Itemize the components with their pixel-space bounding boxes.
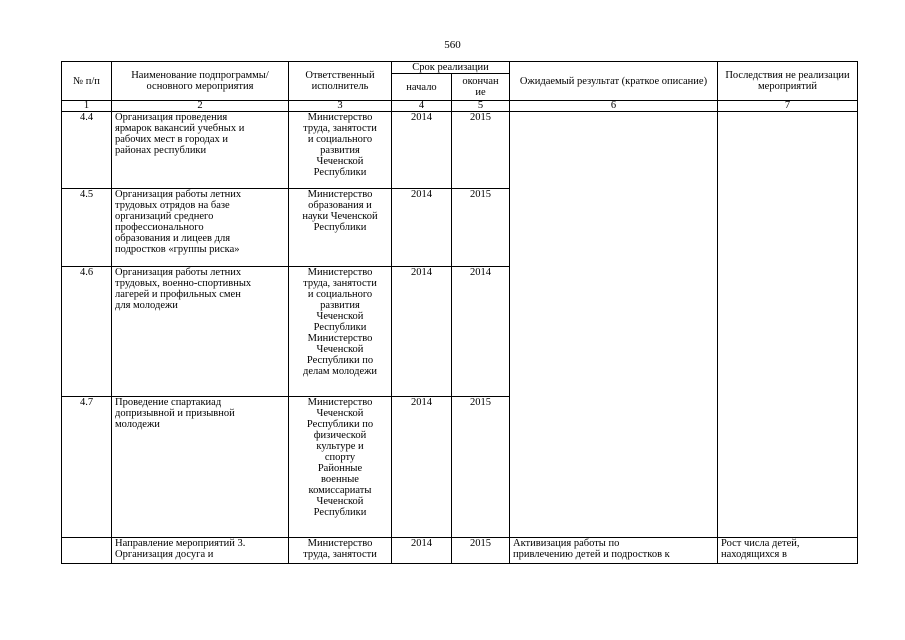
page-number: 560	[444, 39, 461, 51]
responsible-executor: Министерство образования и науки Чеченской Республики	[289, 189, 392, 267]
header-consequences: Последствия не реализации мероприятий	[718, 62, 858, 101]
start-year: 2014	[392, 538, 452, 564]
header-executor: Ответственный исполнитель	[289, 62, 392, 101]
table-row	[62, 538, 858, 564]
measure-name: Организация работы летних трудовых, военно-спортивных лагерей и профильных смен для молодежи	[112, 267, 289, 397]
start-year: 2014	[392, 189, 452, 267]
measure-name: Организация проведения ярмарок вакансий учебных и рабочих мест в городах и районах республики	[112, 112, 289, 189]
column-number: 3	[289, 101, 392, 112]
measure-name: Организация работы летних трудовых отрядов на базе организаций среднего профессионального образования и лицеев для подростков «группы риска»	[112, 189, 289, 267]
measure-name: Проведение спартакиад допризывной и призывной молодежи	[112, 397, 289, 538]
consequences	[718, 112, 858, 538]
column-number: 4	[392, 101, 452, 112]
responsible-executor: Министерство труда, занятости	[289, 538, 392, 564]
start-year: 2014	[392, 397, 452, 538]
expected-result: Активизация работы по привлечению детей и подростков к	[510, 538, 718, 564]
column-number: 7	[718, 101, 858, 112]
responsible-executor: Министерство труда, занятости и социального развития Чеченской Республики	[289, 112, 392, 189]
start-year: 2014	[392, 267, 452, 397]
row-number	[62, 538, 112, 564]
end-year: 2015	[452, 538, 510, 564]
end-year: 2015	[452, 189, 510, 267]
row-number: 4.6	[62, 267, 112, 397]
table-row	[62, 112, 858, 189]
start-year: 2014	[392, 112, 452, 189]
header-end: окончан ие	[452, 74, 510, 101]
responsible-executor: Министерство труда, занятости и социального развития Чеченской Республики Министерство Чеченской Республики по делам молодежи	[289, 267, 392, 397]
end-year: 2014	[452, 267, 510, 397]
row-number: 4.7	[62, 397, 112, 538]
responsible-executor: Министерство Чеченской Республики по физической культуре и спорту Районные военные комиссариаты Чеченской Республики	[289, 397, 392, 538]
measure-name: Направление мероприятий 3. Организация досуга и	[112, 538, 289, 564]
header-period: Срок реализации	[392, 62, 510, 74]
header-num: № п/п	[62, 62, 112, 101]
column-number: 1	[62, 101, 112, 112]
end-year: 2015	[452, 397, 510, 538]
column-number: 5	[452, 101, 510, 112]
row-number: 4.5	[62, 189, 112, 267]
column-number-row	[62, 101, 858, 112]
column-number: 6	[510, 101, 718, 112]
header-start: начало	[392, 74, 452, 101]
header-name: Наименование подпрограммы/ основного мероприятия	[112, 62, 289, 101]
consequences: Рост числа детей, находящихся в	[718, 538, 858, 564]
column-number: 2	[112, 101, 289, 112]
end-year: 2015	[452, 112, 510, 189]
header-result: Ожидаемый результат (краткое описание)	[510, 62, 718, 101]
row-number: 4.4	[62, 112, 112, 189]
expected-result	[510, 112, 718, 538]
program-table	[61, 61, 858, 564]
